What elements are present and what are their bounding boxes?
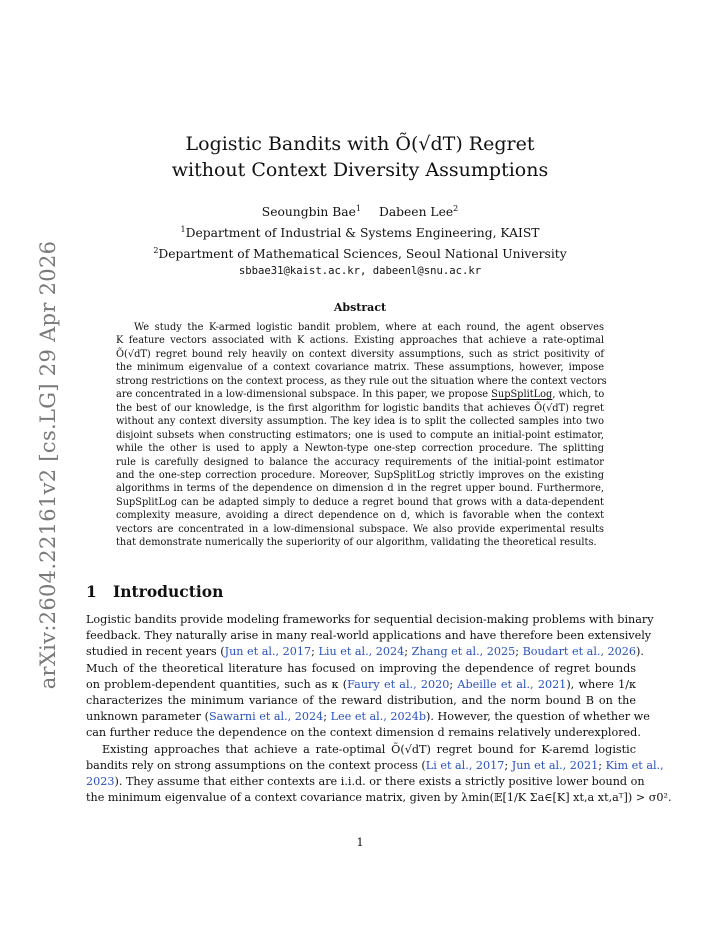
body-line: Logistic bandits provide modeling frameworks for sequential decision-making problems with binary bbox=[86, 613, 654, 626]
abstract-line: without any context diversity assumption. The key idea is to split the collected samples into two bbox=[116, 416, 604, 428]
abstract-line: disjoint subsets when constructing estimators; one is used to compute an initial-point estimator, bbox=[116, 429, 604, 441]
abstract-line: complexity measure, avoiding a direct dependence on d, which is favorable when the context bbox=[116, 510, 604, 522]
body-line: on problem-dependent quantities, such as κ (Faury et al., 2020; Abeille et al., 2021), where 1/κ bbox=[86, 677, 636, 691]
body-line: feedback. They naturally arise in many real-world applications and have therefore been extensively bbox=[86, 629, 652, 643]
abstract-line: SupSplitLog can be adapted simply to deduce a regret bound that grows with a data-dependent bbox=[116, 496, 604, 508]
affiliation-1: $^1$Department of Industrial & Systems Engineering, KAIST bbox=[180, 225, 540, 241]
author-2: Dabeen Lee bbox=[378, 205, 454, 220]
section-number: 1 bbox=[86, 582, 97, 601]
body-line: bandits rely on strong assumptions on the context process (Li et al., 2017; Jun et al., 2021; Kim et al., bbox=[86, 758, 664, 772]
author-block bbox=[0, 200, 720, 280]
abstract-line: the minimum eigenvalue of a context covariance matrix. These assumptions, however, impose bbox=[116, 362, 604, 374]
arxiv-identifier: arXiv:2604.22161v2 [cs.LG] 29 Apr 2026 bbox=[36, 240, 60, 690]
section-heading bbox=[86, 582, 223, 601]
author-1-mark: 1 bbox=[355, 204, 361, 213]
abstract-line: and the one-step correction procedure. Moreover, SupSplitLog strictly improves on the existing bbox=[116, 469, 604, 481]
body-line: 2023). They assume that either contexts are i.i.d. or there exists a strictly positive lower bound on bbox=[86, 775, 645, 789]
author-names bbox=[0, 200, 720, 221]
abstract-line: vectors are concentrated in a low-dimensional subspace. We also provide experimental results bbox=[116, 523, 604, 535]
title-line-1: Logistic Bandits with Õ(√dT) Regret bbox=[185, 133, 535, 155]
paper-title bbox=[0, 131, 720, 183]
abstract-line: are concentrated in a low-dimensional subspace. In this paper, we propose SupSplitLog, which, to bbox=[116, 389, 605, 401]
body-line: unknown parameter (Sawarni et al., 2024; Lee et al., 2024b). However, the question of whether we bbox=[86, 710, 650, 724]
body-line: the minimum eigenvalue of a context covariance matrix, given by λmin(𝔼[1/K Σa∈[K] xt,a xt,aᵀ]) > σ0². bbox=[86, 791, 672, 805]
author-1: Seoungbin Bae bbox=[261, 205, 356, 220]
abstract-line: that demonstrate numerically the superiority of our algorithm, validating the theoretical results. bbox=[116, 537, 597, 549]
section-title: Introduction bbox=[113, 582, 224, 601]
abstract-line: rule is carefully designed to balance the accuracy requirements of the initial-point estimator bbox=[116, 456, 604, 468]
title-line-2: without Context Diversity Assumptions bbox=[171, 159, 549, 181]
abstract-line: Õ(√dT) regret bound rely heavily on context diversity assumptions, such as strict positivity of bbox=[116, 348, 604, 360]
author-emails: sbbae31@kaist.ac.kr, dabeenl@snu.ac.kr bbox=[238, 265, 482, 278]
abstract-heading: Abstract bbox=[333, 301, 387, 314]
body-line: can further reduce the dependence on the context dimension d remains relatively underexplored. bbox=[86, 726, 641, 740]
abstract-text bbox=[116, 321, 607, 550]
abstract-line: algorithms in terms of the dependence on dimension d in the regret upper bound. Furthermore, bbox=[116, 483, 604, 495]
author-2-mark: 2 bbox=[453, 204, 459, 213]
abstract-line: while the other is used to apply a Newton-type one-step correction procedure. The splitting bbox=[116, 443, 604, 455]
body-line: Much of the theoretical literature has focused on improving the dependence of regret bounds bbox=[86, 661, 636, 675]
abstract-line: We study the K-armed logistic bandit problem, where at each round, the agent observes bbox=[134, 322, 604, 333]
page-number: 1 bbox=[356, 836, 364, 849]
abstract-line: the best of our knowledge, is the first algorithm for logistic bandits that achieves Õ(√dT) regret bbox=[116, 402, 604, 414]
introduction-body bbox=[86, 612, 672, 806]
abstract-line: K feature vectors associated with K actions. Existing approaches that achieve a rate-optimal bbox=[116, 335, 604, 347]
abstract-line: strong restrictions on the context process, as they rule out the situation where the context vectors bbox=[116, 375, 607, 387]
affiliation-2: $^2$Department of Mathematical Sciences, Seoul National University bbox=[153, 246, 567, 262]
body-line: Existing approaches that achieve a rate-optimal Õ(√dT) regret bound for K-aremd logistic bbox=[102, 742, 636, 756]
body-line: characterizes the minimum variance of the reward distribution, and the norm bound B on the bbox=[86, 694, 636, 708]
body-line: studied in recent years (Jun et al., 2017; Liu et al., 2024; Zhang et al., 2025; Boudart et al., 2026). bbox=[86, 645, 644, 659]
